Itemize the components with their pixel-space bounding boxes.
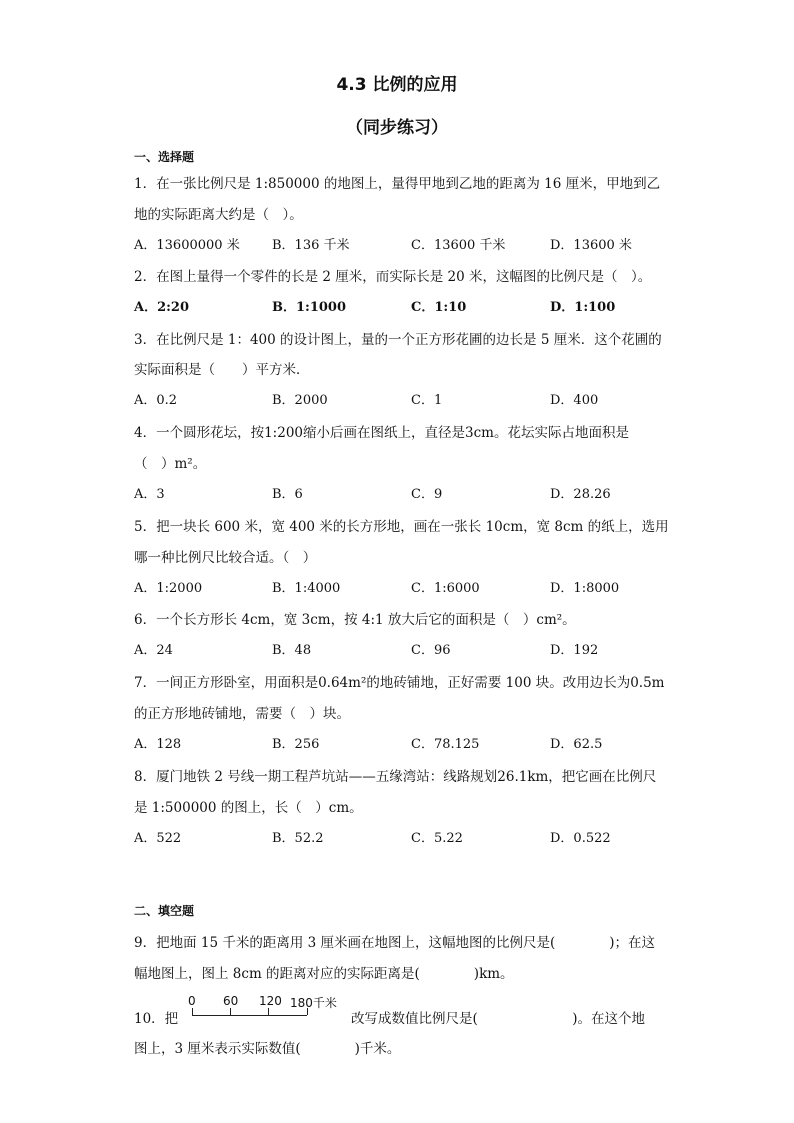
question-6-options — [134, 639, 694, 659]
question-1-text: 1．在一张比例尺是 1:850000 的地图上，量得甲地到乙地的距离为 16 厘米，甲地到乙 — [134, 176, 661, 192]
question-8-text: 8．厦门地铁 2 号线一期工程芦坑站——五缘湾站：线路规划26.1km，把它画在比例尺 — [134, 769, 657, 785]
question-4-text: 4．一个圆形花坛，按1:200缩小后画在图纸上，直径是3cm。花坛实际占地面积是 — [134, 425, 629, 441]
line-scale-bar — [185, 994, 345, 1026]
option-b[interactable]: B．1:4000 — [272, 581, 341, 596]
question-8-options — [134, 827, 694, 847]
option-b[interactable]: B．136 千米 — [272, 238, 350, 253]
option-a[interactable]: A．2:20 — [134, 300, 190, 315]
question-1-options — [134, 234, 694, 254]
option-b[interactable]: B．1:1000 — [272, 300, 347, 315]
question-4-options — [134, 483, 694, 503]
question-9-text: 9．把地面 15 千米的距离用 3 厘米画在地图上，这幅地图的比例尺是( )；在这 — [134, 935, 656, 951]
option-c[interactable]: C．1:10 — [411, 300, 467, 315]
scale-tick — [230, 1008, 231, 1015]
option-c[interactable]: C．1:6000 — [411, 581, 480, 596]
option-b[interactable]: B．2000 — [272, 393, 328, 408]
question-3-options — [134, 389, 694, 409]
question-4-text-cont: （ ）m²。 — [134, 456, 207, 472]
section-heading-fill-in: 二、填空题 — [134, 904, 195, 918]
option-c[interactable]: C．5.22 — [411, 831, 463, 846]
page-subtitle: （同步练习） — [346, 118, 448, 138]
scale-tick — [192, 1008, 193, 1015]
question-10-text-cont: 图上，3 厘米表示实际数值( )千米。 — [134, 1041, 401, 1057]
question-5-text: 5．把一块长 600 米，宽 400 米的长方形地，画在一张长 10cm，宽 8cm 的纸上，选用 — [134, 519, 669, 535]
scale-label-120: 120 — [259, 994, 282, 1008]
option-c[interactable]: C．1 — [411, 393, 443, 408]
option-a[interactable]: A．13600000 米 — [134, 238, 240, 253]
question-7-text: 7．一间正方形卧室，用面积是0.64m²的地砖铺地，正好需要 100 块。改用边长为0.5m — [134, 675, 665, 691]
option-d[interactable]: D．13600 米 — [550, 238, 632, 253]
option-a[interactable]: A．0.2 — [134, 393, 178, 408]
scale-tick — [307, 1008, 308, 1015]
scale-label-0: 0 — [188, 994, 196, 1008]
scale-tick — [268, 1008, 269, 1015]
scale-label-180: 180千米 — [290, 996, 337, 1010]
option-c[interactable]: C．96 — [411, 643, 451, 658]
option-b[interactable]: B．6 — [272, 487, 303, 502]
scale-label-60: 60 — [223, 994, 239, 1008]
option-a[interactable]: A．24 — [134, 643, 173, 658]
question-10-text: 改写成数值比例尺是( )。在这个地 — [351, 1011, 646, 1027]
option-a[interactable]: A．128 — [134, 737, 182, 752]
option-d[interactable]: D．28.26 — [550, 487, 611, 502]
option-c[interactable]: C．13600 千米 — [411, 238, 506, 253]
question-3-text: 3．在比例尺是 1：400 的设计图上，量的一个正方形花圃的边长是 5 厘米．这个花圃的 — [134, 332, 662, 348]
option-d[interactable]: D．62.5 — [550, 737, 603, 752]
option-d[interactable]: D．1:8000 — [550, 581, 620, 596]
question-10-prefix: 10．把 — [134, 1011, 179, 1027]
question-5-text-cont: 哪一种比例尺比较合适。（ ） — [134, 550, 317, 566]
section-heading-multiple-choice: 一、选择题 — [134, 150, 195, 164]
question-2-options — [134, 296, 694, 316]
option-c[interactable]: C．9 — [411, 487, 443, 502]
question-1-text-cont: 地的实际距离大约是（ ）。 — [134, 207, 303, 223]
question-6-text: 6．一个长方形长 4cm，宽 3cm，按 4:1 放大后它的面积是（ ）cm²。 — [134, 612, 576, 628]
option-a[interactable]: A．1:2000 — [134, 581, 203, 596]
option-a[interactable]: A．3 — [134, 487, 165, 502]
option-d[interactable]: D．400 — [550, 393, 599, 408]
question-9-text-cont: 幅地图上，图上 8cm 的距离对应的实际距离是( )km。 — [134, 966, 514, 982]
question-7-options — [134, 733, 694, 753]
question-7-text-cont: 的正方形地砖铺地，需要（ ）块。 — [134, 706, 350, 722]
question-2-text: 2．在图上量得一个零件的长是 2 厘米，而实际长是 20 米，这幅图的比例尺是（ ）。 — [134, 269, 652, 285]
page-title: 4.3 比例的应用 — [336, 75, 458, 95]
scale-line — [192, 1015, 307, 1016]
option-b[interactable]: B．48 — [272, 643, 312, 658]
question-8-text-cont: 是 1:500000 的图上，长（ ）cm。 — [134, 800, 363, 816]
question-3-text-cont: 实际面积是（ ）平方米． — [134, 362, 310, 378]
option-d[interactable]: D．1:100 — [550, 300, 616, 315]
option-c[interactable]: C．78.125 — [411, 737, 480, 752]
question-5-options — [134, 577, 694, 597]
option-d[interactable]: D．0.522 — [550, 831, 611, 846]
option-a[interactable]: A．522 — [134, 831, 182, 846]
option-b[interactable]: B．52.2 — [272, 831, 324, 846]
option-d[interactable]: D．192 — [550, 643, 599, 658]
option-b[interactable]: B．256 — [272, 737, 320, 752]
